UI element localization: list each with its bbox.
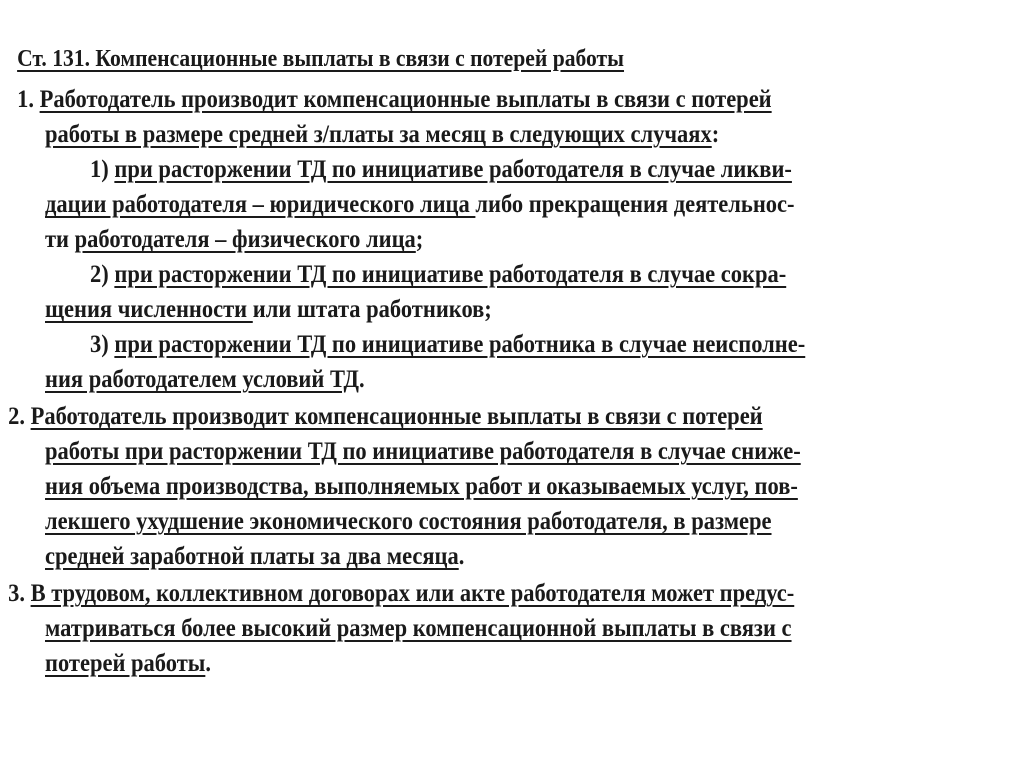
item-2-text: при расторжении ТД по инициативе работодателя в случае сокра- <box>114 261 787 288</box>
paragraph-2-text: работы при расторжении ТД по инициативе работодателя в случае сниже- <box>45 438 801 465</box>
paragraph-2-line-3 <box>45 472 798 502</box>
paragraph-3-number: 3. <box>8 580 31 607</box>
paragraph-3-line-2 <box>45 614 792 644</box>
item-1-line-3 <box>45 225 423 255</box>
paragraph-3-line-3 <box>45 649 211 679</box>
item-1-text: работодателя – физического лица <box>74 226 416 253</box>
paragraph-3-punct: . <box>205 650 211 677</box>
paragraph-3-text: матриваться более высокий размер компенсационной выплаты в связи с <box>45 615 792 642</box>
paragraph-2-punct: . <box>458 543 465 570</box>
paragraph-2-number: 2. <box>8 403 31 430</box>
item-1-text-plain: либо прекращения деятельнос- <box>475 191 795 218</box>
article-title-text: Ст. 131. Компенсационные выплаты в связи с потерей работы <box>17 46 625 72</box>
item-1-line-1 <box>90 155 792 185</box>
item-2-text-plain: или штата работников; <box>252 296 492 323</box>
item-3-line-1 <box>90 330 805 360</box>
paragraph-1-line-2 <box>45 120 719 150</box>
item-3-punct: . <box>359 366 365 393</box>
item-2-number: 2) <box>90 261 115 288</box>
item-3-number: 3) <box>90 331 115 358</box>
article-title <box>17 44 624 74</box>
paragraph-1-text: Работодатель производит компенсационные выплаты в связи с потерей <box>39 86 772 113</box>
paragraph-2-text: ния объема производства, выполняемых работ и оказываемых услуг, пов- <box>45 473 798 500</box>
item-2-line-2 <box>45 295 492 325</box>
paragraph-3-text: В трудовом, коллективном договорах или акте работодателя может предус- <box>30 580 795 607</box>
paragraph-3-text: потерей работы <box>45 650 206 677</box>
paragraph-2-line-4 <box>45 507 772 537</box>
paragraph-1-punct: : <box>711 121 720 148</box>
paragraph-1-line-1 <box>17 85 772 115</box>
paragraph-1-number: 1. <box>17 86 40 113</box>
paragraph-2-line-5 <box>45 542 464 572</box>
item-2-line-1 <box>90 260 786 290</box>
paragraph-1-text: работы в размере средней з/платы за месяц в следующих случаях <box>45 121 712 148</box>
paragraph-2-text: Работодатель производит компенсационные выплаты в связи с потерей <box>30 403 763 430</box>
item-3-text: при расторжении ТД по инициативе работника в случае неисполне- <box>114 331 806 358</box>
item-3-line-2 <box>45 365 365 395</box>
paragraph-2-line-1 <box>8 402 763 432</box>
item-1-line-2 <box>45 190 795 220</box>
paragraph-2-text: средней заработной платы за два месяца <box>45 543 459 570</box>
item-1-text-plain: ти <box>45 226 75 253</box>
item-2-text: щения численности <box>45 296 253 323</box>
item-1-text: дации работодателя – юридического лица <box>45 191 476 218</box>
item-3-text: ния работодателем условий ТД <box>45 366 360 393</box>
paragraph-2-line-2 <box>45 437 801 467</box>
paragraph-2-text: лекшего ухудшение экономического состояния работодателя, в размере <box>45 508 772 535</box>
item-1-number: 1) <box>90 156 115 183</box>
item-1-text: при расторжении ТД по инициативе работодателя в случае ликви- <box>114 156 792 183</box>
paragraph-3-line-1 <box>8 579 794 609</box>
item-1-punct: ; <box>415 226 424 253</box>
